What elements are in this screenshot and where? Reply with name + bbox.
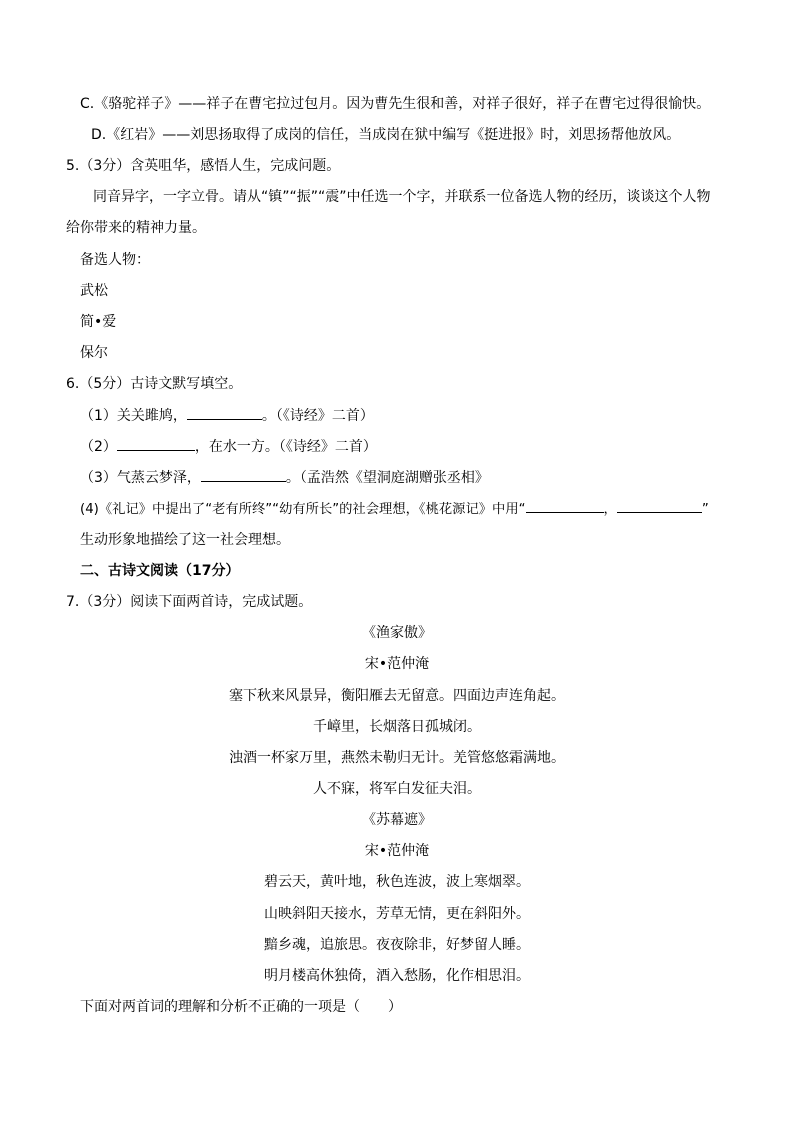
q5-candidate: 简•爱 — [80, 314, 117, 330]
poem2-line: 黯乡魂，追旅思。夜夜除非，好梦留人睡。 — [264, 937, 530, 953]
q7-heading: 7.（3分）阅读下面两首诗，完成试题。 — [66, 594, 313, 610]
q4-option-c: C.《骆驼祥子》——祥子在曹宅拉过包月。因为曹先生很和善，对祥子很好，祥子在曹宅过得很愉快。 — [80, 96, 711, 112]
poem2-author: 宋•范仲淹 — [364, 843, 430, 859]
q6-item4-mid: ， — [603, 502, 617, 517]
poem1-title: 《渔家傲》 — [362, 625, 432, 641]
poem1-author: 宋•范仲淹 — [364, 656, 430, 672]
q6-item-1 — [80, 405, 374, 426]
poem2-title: 《苏幕遮》 — [362, 812, 432, 828]
q6-item4-suffix: ” — [701, 502, 709, 517]
answer-blank[interactable] — [617, 498, 702, 513]
q5-candidates-label: 备选人物： — [80, 252, 150, 268]
q7-question: 下面对两首词的理解和分析不正确的一项是（ ） — [80, 999, 402, 1015]
q6-heading: 6.（5分）古诗文默写填空。 — [66, 376, 243, 392]
q6-item2-suffix: ，在水一方。（《诗经》二首） — [194, 439, 377, 455]
q6-item3-suffix: 。（孟浩然《望洞庭湖赠张丞相》 — [285, 470, 489, 486]
q6-item4-prefix: (4)《礼记》中提出了“老有所终”“幼有所长”的社会理想，《桃花源记》中用“ — [80, 502, 526, 517]
poem1-line: 浊酒一杯家万里，燕然未勒归无计。羌管悠悠霜满地。 — [229, 750, 565, 766]
section-title: 二、古诗文阅读（17分） — [80, 563, 240, 579]
answer-blank[interactable] — [526, 498, 604, 513]
q6-item2-prefix: （2） — [80, 439, 117, 455]
q6-item-2 — [80, 436, 377, 457]
poem1-line: 人不寐，将军白发征夫泪。 — [313, 781, 481, 797]
answer-blank[interactable] — [117, 436, 195, 451]
answer-blank[interactable] — [187, 405, 262, 420]
poem1-line: 千嶂里，长烟落日孤城闭。 — [313, 719, 481, 735]
q6-item3-prefix: （3）气蒸云梦泽， — [80, 470, 201, 486]
q4-option-d: D.《红岩》——刘思扬取得了成岗的信任，当成岗在狱中编写《挺进报》时，刘思扬帮他放风。 — [91, 127, 681, 143]
q5-prompt-line2: 给你带来的精神力量。 — [66, 220, 206, 236]
q6-item4-line2: 生动形象地描绘了这一社会理想。 — [80, 532, 290, 548]
q6-item1-prefix: （1）关关雎鸠， — [80, 408, 187, 424]
q5-candidate: 武松 — [80, 283, 108, 299]
q6-item-3 — [80, 467, 489, 488]
q6-item1-suffix: 。（《诗经》二首） — [261, 408, 374, 424]
q5-prompt-line1: 同音异字，一字立骨。请从“镇”“振”“震”中任选一个字，并联系一位备选人物的经历，谈谈这个人物 — [93, 189, 711, 205]
poem1-line: 塞下秋来风景异，衡阳雁去无留意。四面边声连角起。 — [229, 688, 565, 704]
poem2-line: 明月楼高休独倚，酒入愁肠，化作相思泪。 — [264, 968, 530, 984]
poem2-line: 山映斜阳天接水，芳草无情，更在斜阳外。 — [264, 906, 530, 922]
q6-item-4 — [80, 498, 709, 520]
answer-blank[interactable] — [201, 467, 286, 482]
q5-heading: 5.（3分）含英咀华，感悟人生，完成问题。 — [66, 158, 341, 174]
poem2-line: 碧云天，黄叶地，秋色连波，波上寒烟翠。 — [264, 874, 530, 890]
q5-candidate: 保尔 — [80, 345, 108, 361]
